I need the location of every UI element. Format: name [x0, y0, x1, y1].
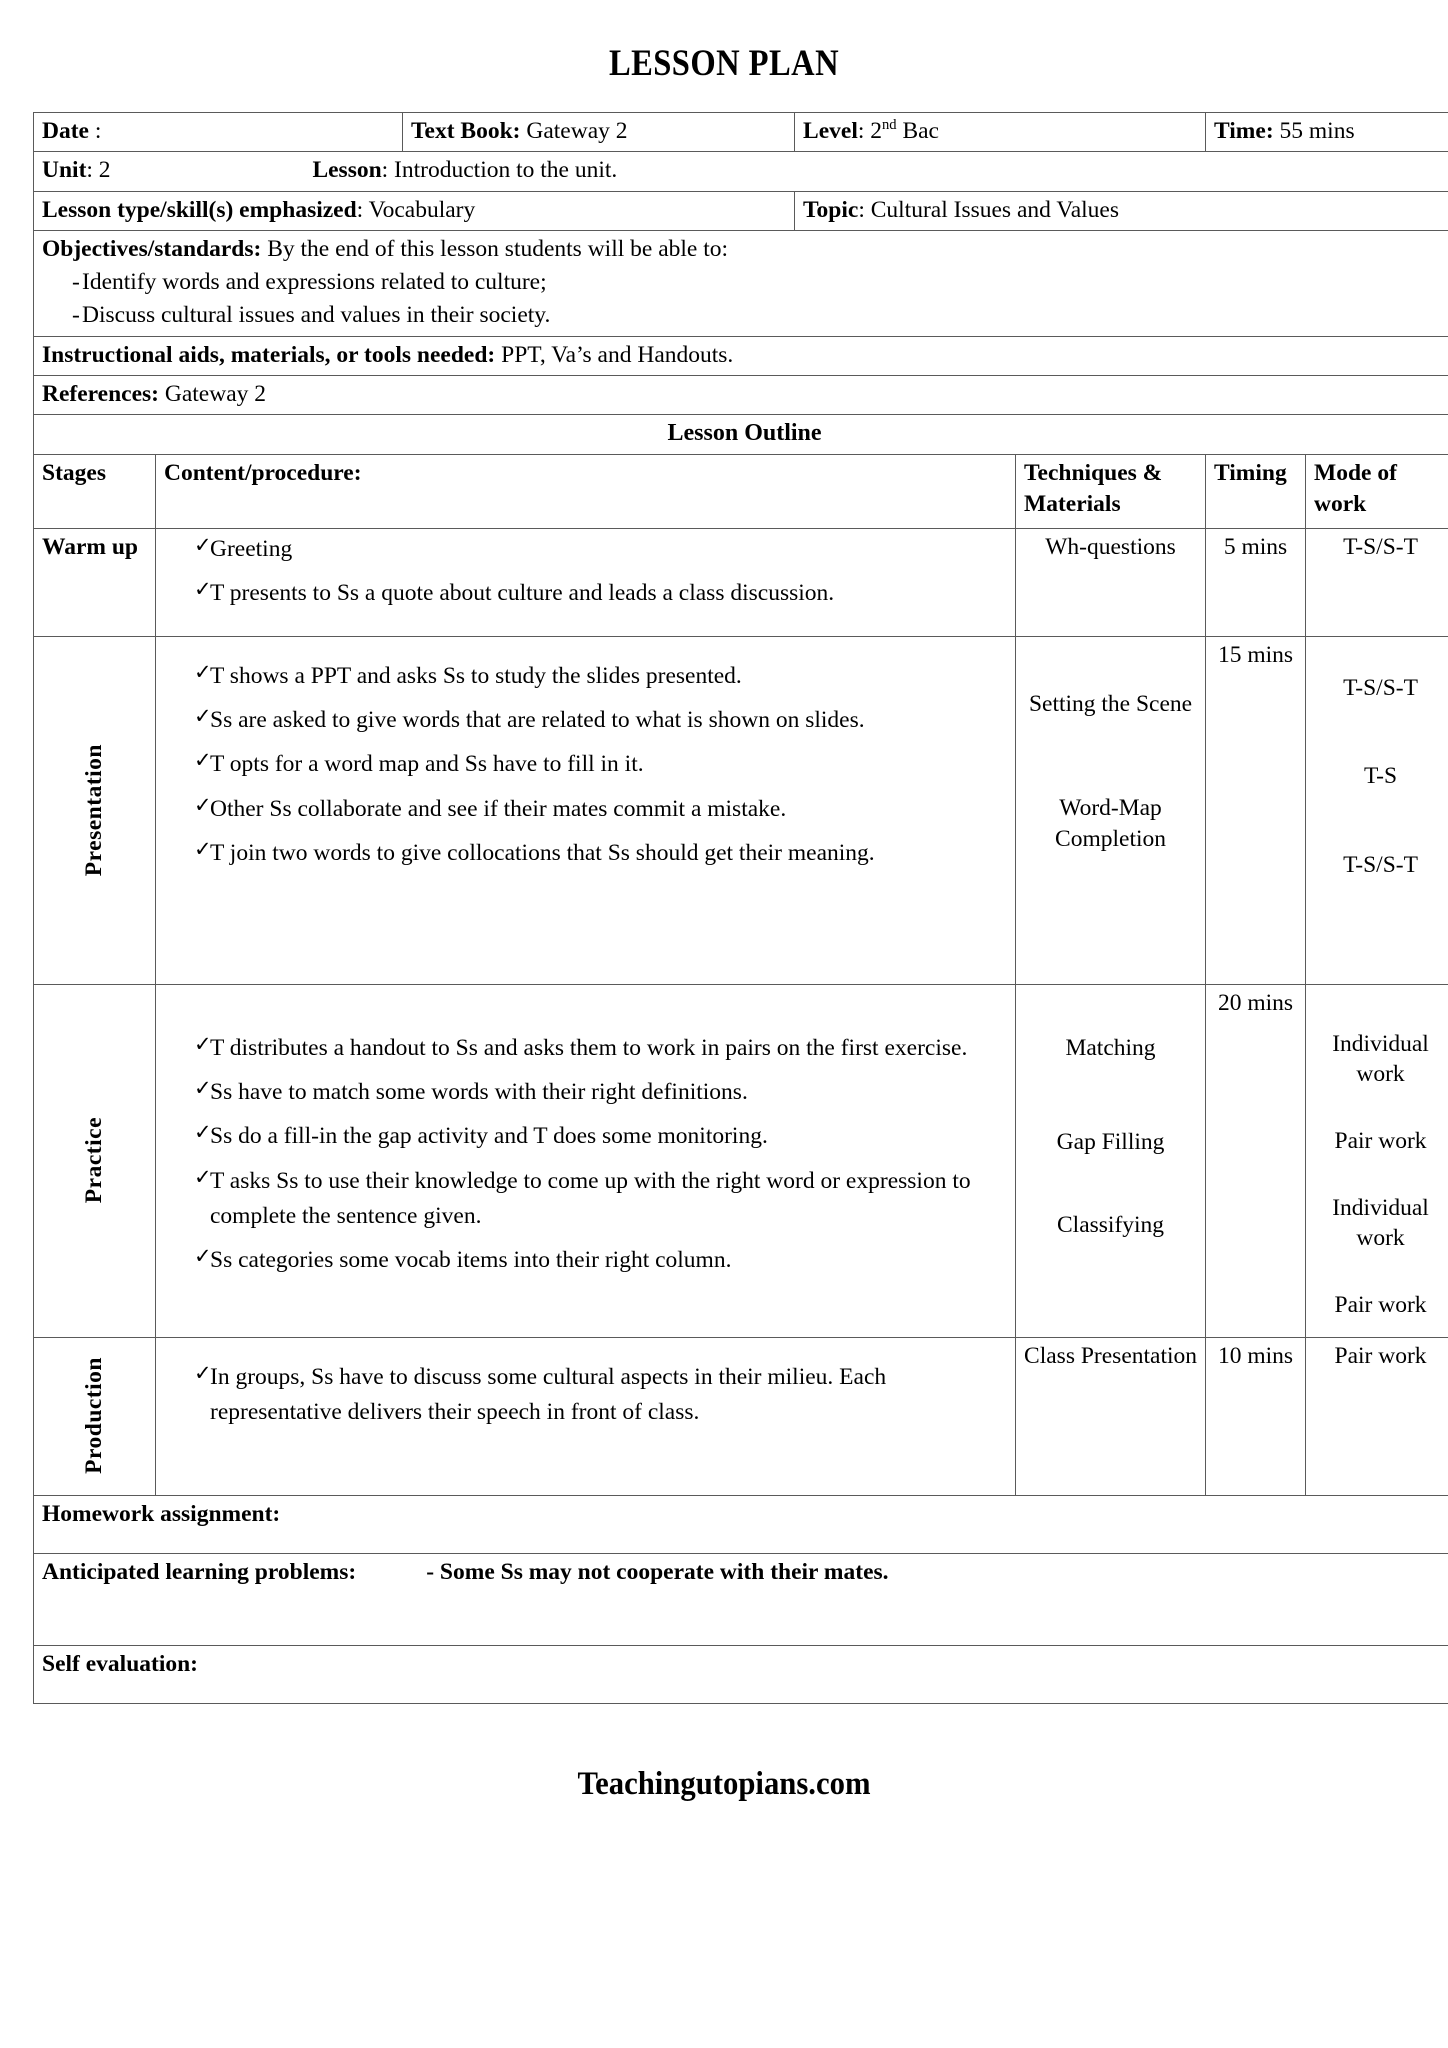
checklist [164, 1360, 1007, 1431]
list-item [164, 576, 1007, 611]
checklist-text: In groups, Ss have to discuss some cultural aspects in their milieu. Each representative delivers their speech in front of class. [210, 1363, 887, 1426]
content-cell-production [156, 1337, 1016, 1495]
check-icon: ✓ [194, 792, 212, 817]
technique-item: Setting the Scene [1028, 690, 1193, 717]
topic-value: : Cultural Issues and Values [858, 196, 1119, 223]
table-row-identification [34, 113, 1448, 152]
techniques-cell-production [1016, 1337, 1206, 1495]
mode-item: T-S [1363, 763, 1398, 790]
stage-label-text: Production [80, 1357, 107, 1475]
check-icon: ✓ [194, 1076, 212, 1101]
stage-label-rotator [42, 640, 147, 980]
checklist-text: T shows a PPT and asks Ss to study the slides presented. [210, 662, 742, 689]
check-icon: ✓ [194, 1360, 212, 1385]
check-icon: ✓ [194, 1031, 212, 1056]
lesson-label: Lesson [312, 157, 382, 184]
content-cell-practice [156, 984, 1016, 1337]
objectives-cell [34, 230, 1448, 336]
time-value: 55 mins [1273, 118, 1355, 144]
textbook-value: Gateway 2 [520, 118, 628, 144]
timing-cell-practice: 20 mins [1206, 984, 1306, 1337]
checklist [164, 532, 1007, 612]
aids-label: Instructional aids, materials, or tools needed: [42, 341, 496, 368]
date-cell [34, 113, 403, 152]
lesson-type-value: : Vocabulary [356, 196, 476, 223]
lesson-plan-table [33, 112, 1448, 1704]
problems-cell [34, 1553, 1448, 1645]
level-value: Bac [896, 118, 939, 144]
table-row-warmup [34, 528, 1448, 636]
date-label: Date [42, 118, 89, 144]
table-row-aids [34, 336, 1448, 375]
check-icon: ✓ [194, 659, 212, 684]
mode-cell-presentation [1306, 636, 1448, 984]
mode-item: T-S/S-T [1343, 852, 1418, 878]
column-header-content: Content/procedure: [156, 454, 1016, 528]
objective-text: Identify words and expressions related to culture; [82, 269, 547, 295]
objectives-list [42, 267, 1447, 332]
check-icon: ✓ [194, 1164, 212, 1189]
lesson-type-cell [34, 191, 795, 230]
mode-item: Pair work [1334, 1291, 1427, 1318]
checklist-text: T opts for a word map and Ss have to fill in it. [210, 751, 644, 778]
level-label: Level [803, 118, 858, 144]
stage-label-presentation [34, 636, 156, 984]
check-icon: ✓ [194, 577, 212, 602]
mode-item: Individual work [1332, 1030, 1429, 1088]
list-item [42, 267, 1447, 298]
page-title: LESSON PLAN [608, 43, 840, 84]
objective-bullet: - [72, 269, 80, 295]
check-icon: ✓ [194, 748, 212, 773]
list-item [164, 1119, 1007, 1154]
checklist-text: Ss categories some vocab items into their right column. [210, 1247, 732, 1274]
mode-cell-production: Pair work [1306, 1337, 1448, 1495]
lesson-outline-title: Lesson Outline [34, 415, 1448, 455]
checklist-text: Ss have to match some words with their right definitions. [210, 1079, 748, 1106]
check-icon: ✓ [194, 1120, 212, 1145]
checklist-text: T join two words to give collocations that Ss should get their meaning. [210, 839, 875, 866]
textbook-label: Text Book: [411, 118, 521, 144]
stage-label-practice [34, 984, 156, 1337]
objective-bullet: - [72, 302, 80, 329]
self-evaluation-cell [34, 1645, 1448, 1703]
aids-value: PPT, Va’s and Handouts. [495, 341, 734, 368]
table-row-self-evaluation [34, 1645, 1448, 1703]
stage-label-text: Presentation [80, 743, 107, 876]
column-header-timing: Timing [1206, 454, 1306, 528]
mode-item: Individual work [1332, 1194, 1429, 1252]
table-row-type-topic [34, 191, 1448, 230]
table-row-practice [34, 984, 1448, 1337]
level-cell [795, 113, 1206, 152]
technique-item: Classifying [1057, 1212, 1165, 1238]
table-row-unit-lesson [34, 152, 1448, 191]
table-header-row [34, 454, 1448, 528]
list-item [164, 1360, 1007, 1431]
techniques-cell-warmup: Wh-questions [1016, 528, 1206, 636]
list-item [164, 1164, 1007, 1235]
footer-website: Teachingutopians.com [577, 1765, 871, 1802]
stage-label-warm-up: Warm up [34, 528, 156, 636]
objective-text: Discuss cultural issues and values in their society. [82, 302, 551, 329]
check-icon: ✓ [194, 1244, 212, 1269]
problems-value: - Some Ss may not cooperate with their mates. [426, 1558, 889, 1585]
checklist [164, 1031, 1007, 1279]
objectives-label: Objectives/standards: [42, 235, 262, 262]
techniques-cell-presentation [1016, 636, 1206, 984]
list-item [164, 703, 1007, 738]
objectives-intro: By the end of this lesson students will be able to: [261, 235, 729, 262]
checklist-text: Ss are asked to give words that are related to what is shown on slides. [210, 707, 865, 734]
unit-lesson-cell [34, 152, 1448, 191]
check-icon: ✓ [194, 532, 212, 557]
technique-item: Gap Filling [1056, 1129, 1165, 1156]
stage-label-text: Practice [80, 1117, 107, 1204]
list-item [42, 300, 1447, 331]
checklist-text: Greeting [210, 535, 293, 562]
textbook-cell [403, 113, 795, 152]
homework-cell [34, 1495, 1448, 1553]
table-row-homework [34, 1495, 1448, 1553]
checklist-text: Ss do a fill-in the gap activity and T does some monitoring. [210, 1123, 768, 1150]
check-icon: ✓ [194, 836, 212, 861]
technique-item: Class Presentation [1024, 1342, 1198, 1369]
check-icon: ✓ [194, 704, 212, 729]
checklist-text: T distributes a handout to Ss and asks them to work in pairs on the first exercise. [210, 1034, 968, 1061]
checklist-text: T presents to Ss a quote about culture and leads a class discussion. [210, 580, 835, 607]
content-cell-warmup [156, 528, 1016, 636]
table-row-references [34, 375, 1448, 414]
table-row-outline-banner [34, 415, 1448, 455]
checklist-text: T asks Ss to use their knowledge to come up with the right word or expression to complete the sentence given. [210, 1167, 971, 1229]
list-item [164, 1075, 1007, 1110]
table-row-problems [34, 1553, 1448, 1645]
mode-item: Pair work [1334, 1128, 1427, 1154]
timing-cell-presentation: 15 mins [1206, 636, 1306, 984]
references-value: Gateway 2 [159, 380, 267, 407]
techniques-cell-practice [1016, 984, 1206, 1337]
lesson-type-label: Lesson type/skill(s) emphasized [42, 196, 357, 223]
references-label: References: [42, 380, 159, 407]
checklist [164, 659, 1007, 871]
unit-value: : 2 [86, 157, 111, 184]
self-evaluation-label: Self evaluation: [42, 1650, 199, 1677]
list-item [164, 1243, 1007, 1278]
stage-label-rotator [42, 1341, 147, 1491]
topic-cell [795, 191, 1448, 230]
level-ordinal-suffix: nd [882, 117, 897, 134]
technique-item: Word-Map Completion [1055, 795, 1167, 852]
column-header-stages: Stages [34, 454, 156, 528]
time-cell [1206, 113, 1448, 152]
table-row-production [34, 1337, 1448, 1495]
list-item [164, 836, 1007, 871]
list-item [164, 792, 1007, 827]
stage-label-rotator [42, 988, 147, 1333]
date-sep: : [88, 118, 102, 144]
list-item [164, 532, 1007, 567]
mode-item: T-S/S-T [1343, 674, 1418, 701]
timing-cell-production: 10 mins [1206, 1337, 1306, 1495]
technique-item: Matching [1065, 1034, 1156, 1061]
time-label: Time: [1214, 118, 1274, 144]
table-row-presentation [34, 636, 1448, 984]
table-row-objectives [34, 230, 1448, 336]
timing-cell-warmup: 5 mins [1206, 528, 1306, 636]
column-header-techniques: Techniques & Materials [1016, 454, 1206, 528]
unit-label: Unit [42, 157, 87, 184]
lesson-value: : Introduction to the unit. [381, 157, 618, 184]
content-cell-presentation [156, 636, 1016, 984]
references-cell [34, 375, 1448, 414]
column-header-mode: Mode of work [1306, 454, 1448, 528]
level-sep: : 2 [857, 118, 883, 144]
homework-label: Homework assignment: [42, 1500, 281, 1527]
topic-label: Topic [803, 196, 859, 223]
aids-cell [34, 336, 1448, 375]
stage-label-production [34, 1337, 156, 1495]
problems-label: Anticipated learning problems: [42, 1558, 357, 1585]
list-item [164, 747, 1007, 782]
mode-cell-warmup: T-S/S-T [1306, 528, 1448, 636]
list-item [164, 1031, 1007, 1066]
checklist-text: Other Ss collaborate and see if their mates commit a mistake. [210, 795, 787, 822]
mode-cell-practice [1306, 984, 1448, 1337]
list-item [164, 659, 1007, 694]
